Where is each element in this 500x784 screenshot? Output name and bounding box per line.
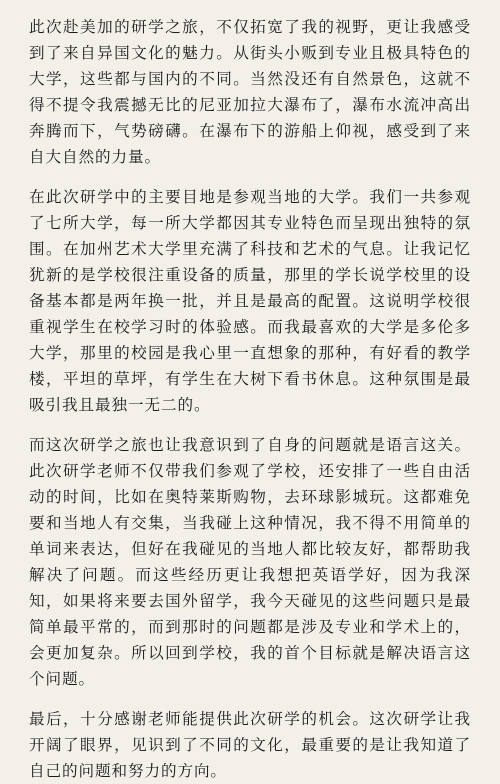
essay-paragraph-2: 在此次研学中的主要目地是参观当地的大学。我们一共参观了七所大学，每一所大学都因其专业特色而呈现出独特的氛围。在加州艺术大学里充满了科技和艺术的气息。让我记忆犹新的是学校很注重设备的质量，那里的学长说学校里的设备基本都是两年换一批，并且是最高的配置。这说明学校很重视学生在校学习时的体验感。而我最喜欢的大学是多伦多大学，那里的校园是我心里一直想象的那种，有好看的教学楼，平坦的草坪，有学生在大树下看书休息。这种氛围是最吸引我且最独一无二的。 — [29, 188, 471, 414]
essay-paragraph-4: 最后，十分感谢老师能提供此次研学的机会。这次研学让我开阔了眼界，见识到了不同的文化，最重要的是让我知道了自己的问题和努力的方向。 — [29, 710, 471, 780]
essay-paragraph-1: 此次赴美加的研学之旅，不仅拓宽了我的视野，更让我感受到了来自异国文化的魅力。从街头小贩到专业且极具特色的大学，这些都与国内的不同。当然没还有自然景色，这就不得不提令我震撼无比的尼亚加拉大瀑布了，瀑布水流冲高出奔腾而下，气势磅礴。在瀑布下的游船上仰视，感受到了来自大自然的力量。 — [29, 18, 471, 166]
essay-paragraph-3: 而这次研学之旅也让我意识到了自身的问题就是语言这关。此次研学老师不仅带我们参观了学校，还安排了一些自由活动的时间，比如在奥特莱斯购物，去环球影城玩。这都难免要和当地人有交集，当我碰上这种情况，我不得不用简单的单词来表达，但好在我碰见的当地人都比较友好，都帮助我解决了问题。而这些经历更让我想把英语学好，因为我深知，如果将来要去国外留学，我今天碰见的这些问题只是最简单最平常的，而到那时的问题都是涉及专业和学术上的，会更加复杂。所以回到学校，我的首个目标就是解决语言这个问题。 — [29, 436, 471, 688]
